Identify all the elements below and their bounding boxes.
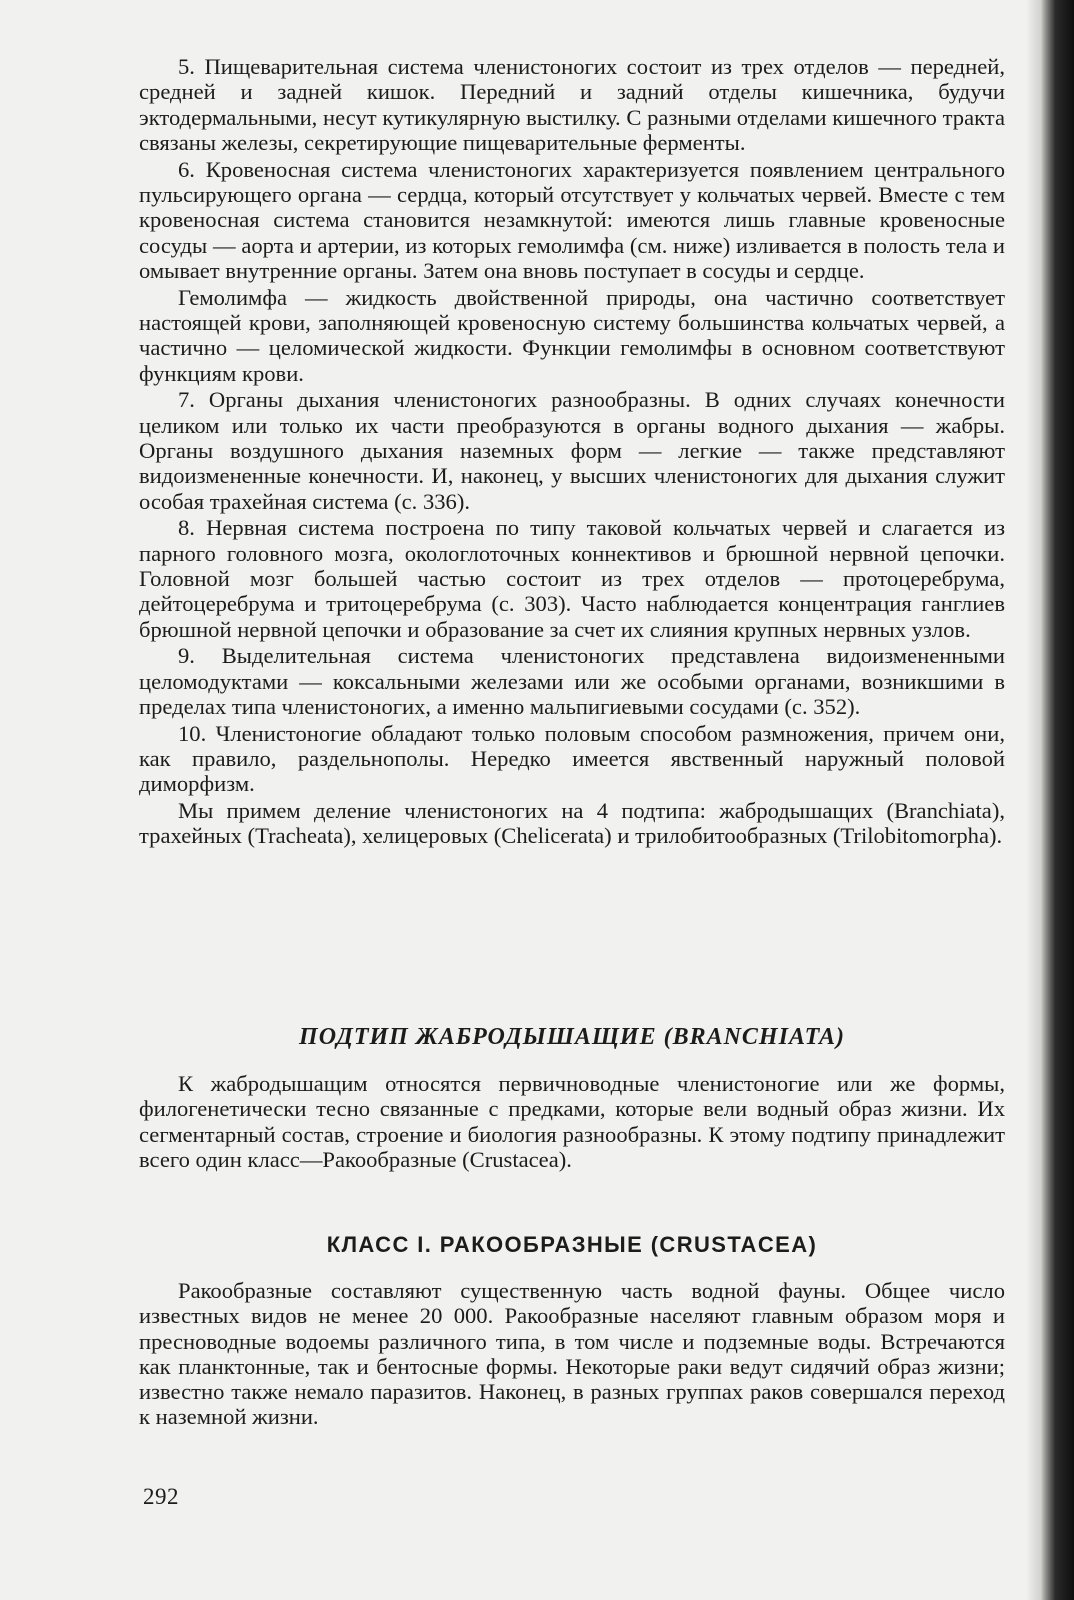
subtype-text-block bbox=[139, 1071, 1005, 1174]
paragraph-digestive-system: 5. Пищеварительная система членистоногих состоит из трех отделов — передней, средней и задней кишок. Передний и задний отделы кишечника, будучи эктодермальными, несут кутикулярную выстилку. С разными отделами кишечного тракта связаны железы, секретирующие пищеварительные ферменты. bbox=[139, 54, 1005, 155]
scan-page-edge bbox=[1040, 0, 1074, 1600]
paragraph-branchiata: К жабродышащим относятся первичноводные членистоногие или же формы, филогенетически тесно связанные с предками, которые вели водный образ жизни. Их сегментарный состав, строение и биология разнообразны. К этому подтипу принадлежит всего один класс—Ракообразные (Crustacea). bbox=[139, 1071, 1005, 1172]
section-heading-subtype: ПОДТИП ЖАБРОДЫШАЩИЕ (BRANCHIATA) bbox=[299, 1024, 845, 1050]
scan-gutter-shadow bbox=[1026, 0, 1040, 1600]
page-number: 292 bbox=[143, 1484, 179, 1509]
intro-text-block bbox=[139, 54, 1005, 850]
paragraph-subtypes: Мы примем деление членистоногих на 4 подтипа: жабродышащих (Branchiata), трахейных (Tracheata), хелицеровых (Chelicerata) и трилобитообразных (Trilobitomorpha). bbox=[139, 798, 1005, 849]
paragraph-crustacea: Ракообразные составляют существенную часть водной фауны. Общее число известных видов не менее 20 000. Ракообразные населяют главным образом моря и пресноводные водоемы различного типа, в том числе и подземные воды. Встречаются как планктонные, так и бентосные формы. Некоторые раки ведут сидячий образ жизни; известно также немало паразитов. Наконец, в разных группах раков совершался переход к наземной жизни. bbox=[139, 1278, 1005, 1430]
paragraph-reproduction: 10. Членистоногие обладают только половым способом размножения, причем они, как правило, раздельнополы. Нередко имеется явственный наружный половой диморфизм. bbox=[139, 720, 1005, 797]
paragraph-respiratory-organs: 7. Органы дыхания членистоногих разнообразны. В одних случаях конечности целиком или только их части преобразуются в органы водного дыхания — жабры. Органы воздушного дыхания наземных форм — легкие — также представляют видоизмененные конечности. И, наконец, у высших членистоногих для дыхания служит особая трахейная система (с. 336). bbox=[139, 387, 1005, 514]
paragraph-circulatory-system: 6. Кровеносная система членистоногих характеризуется появлением центрального пульсирующего органа — сердца, который отсутствует у кольчатых червей. Вместе с тем кровеносная система становится незамкнутой: имеются лишь главные кровеносные сосуды — аорта и артерии, из которых гемолимфа (см. ниже) изливается в полость тела и омывает внутренние органы. Затем она вновь поступает в сосуды и сердце. bbox=[139, 156, 1005, 283]
class-text-block bbox=[139, 1278, 1005, 1431]
paragraph-hemolymph: Гемолимфа — жидкость двойственной природы, она частично соответствует настоящей крови, заполняющей кровеносную систему большинства кольчатых червей, а частично — целомической жидкости. Функции гемолимфы в основном соответствуют функциям крови. bbox=[139, 284, 1005, 386]
paragraph-excretory-system: 9. Выделительная система членистоногих представлена видоизмененными целомодуктами — коксальными железами или же особыми органами, возникшими в пределах типа членистоногих, а именно мальпигиевыми сосудами (с. 352). bbox=[139, 643, 1005, 719]
section-heading-class: КЛАСС I. РАКООБРАЗНЫЕ (CRUSTACEA) bbox=[326, 1232, 818, 1257]
paragraph-nervous-system: 8. Нервная система построена по типу таковой кольчатых червей и слагается из парного головного мозга, окологлоточных коннективов и брюшной нервной цепочки. Головной мозг большей частью состоит из трех отделов — протоцеребрума, дейтоцеребрума и тритоцеребрума (с. 303). Часто наблюдается концентрация ганглиев брюшной нервной цепочки и образование за счет их слияния крупных нервных узлов. bbox=[139, 515, 1005, 642]
